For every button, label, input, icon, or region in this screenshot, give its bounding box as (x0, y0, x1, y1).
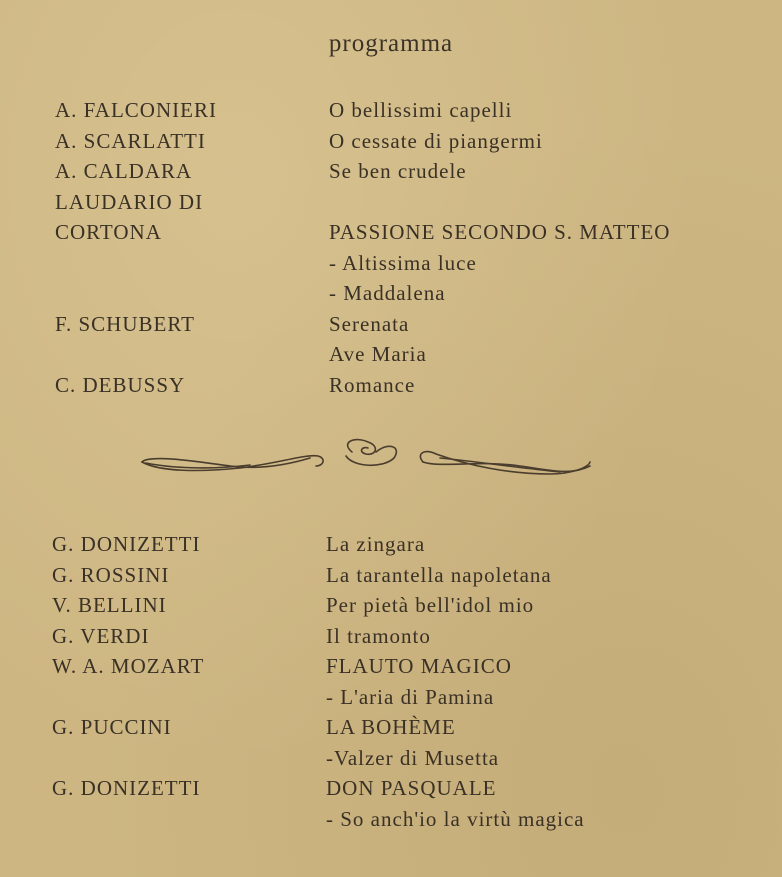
program-row (52, 621, 772, 652)
program-row (52, 773, 772, 804)
work-title: -Valzer di Musetta (326, 745, 500, 770)
work-title: FLAUTO MAGICO (326, 654, 512, 678)
work-title: - Maddalena (329, 281, 446, 305)
program-row (55, 156, 775, 187)
composer-name: W. A. MOZART (52, 654, 205, 678)
composer-name: A. FALCONIERI (55, 98, 217, 122)
composer-name: G. PUCCINI (52, 715, 172, 739)
work-title: LA BOHÈME (326, 715, 456, 739)
work-title: O bellissimi capelli (329, 98, 513, 122)
program-row (55, 126, 775, 157)
work-title: Serenata (329, 311, 410, 336)
work-title: Se ben crudele (329, 159, 467, 183)
program-row (55, 95, 775, 126)
program-row (52, 712, 772, 743)
scroll-divider-icon (140, 432, 595, 487)
program-row (55, 339, 775, 370)
work-title: PASSIONE SECONDO S. MATTEO (329, 220, 671, 244)
program-part-1 (55, 95, 775, 400)
program-row (52, 590, 772, 621)
composer-name: LAUDARIO DI (55, 189, 204, 214)
program-row (52, 743, 772, 774)
composer-name: G. DONIZETTI (52, 532, 201, 556)
program-row (55, 309, 775, 340)
program-row (55, 278, 775, 309)
program-row (55, 217, 775, 248)
work-title: DON PASQUALE (326, 776, 497, 800)
program-row (55, 248, 775, 279)
composer-name: V. BELLINI (52, 593, 167, 617)
composer-name: F. SCHUBERT (55, 311, 195, 336)
work-title: Romance (329, 372, 416, 397)
page-title: programma (328, 30, 454, 57)
program-row (55, 370, 775, 401)
composer-name: G. VERDI (52, 623, 150, 648)
program-row (52, 529, 772, 560)
program-part-2 (52, 529, 772, 834)
composer-name: C. DEBUSSY (55, 372, 186, 397)
program-row (52, 651, 772, 682)
work-title: La zingara (326, 532, 426, 556)
work-title: Il tramonto (326, 623, 431, 648)
composer-name: A. SCARLATTI (55, 128, 206, 153)
composer-name: A. CALDARA (55, 159, 193, 183)
program-row (52, 804, 772, 835)
work-title: O cessate di piangermi (329, 128, 543, 153)
work-title: - So anch'io la virtù magica (326, 806, 585, 831)
work-title: Ave Maria (329, 342, 427, 366)
work-title: La tarantella napoletana (326, 562, 552, 587)
program-row (55, 187, 775, 218)
composer-name: CORTONA (55, 220, 162, 244)
composer-name: G. ROSSINI (52, 562, 170, 587)
work-title: - Altissima luce (329, 250, 477, 275)
composer-name: G. DONIZETTI (52, 776, 201, 800)
work-title: Per pietà bell'idol mio (326, 593, 535, 617)
program-row (52, 560, 772, 591)
program-row (52, 682, 772, 713)
work-title: - L'aria di Pamina (326, 684, 495, 709)
